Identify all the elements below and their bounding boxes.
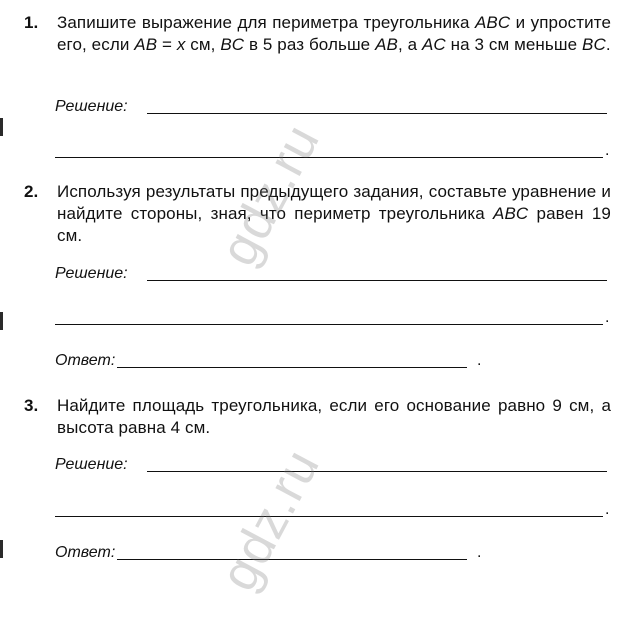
line-end-dot: . — [477, 544, 482, 561]
answer-label: Ответ: — [55, 352, 116, 369]
task-statement: Используя результаты предыдущего задания, составьте уравнение и найдите стороны, зная, что периметр треугольника ABC равен 19 см. — [57, 182, 611, 245]
solution-label: Решение: — [55, 265, 128, 282]
solution-label: Решение: — [55, 98, 128, 115]
task-statement: Найдите площадь треугольника, если его основание равно 9 см, а высота равна 4 см. — [57, 396, 611, 437]
binding-mark — [0, 118, 3, 136]
answer-row — [55, 350, 495, 372]
solution-row-2 — [55, 307, 610, 329]
solution-line[interactable] — [147, 263, 607, 281]
answer-label: Ответ: — [55, 544, 116, 561]
task-number: 3. — [24, 396, 39, 415]
solution-line[interactable] — [147, 96, 607, 114]
solution-line[interactable] — [55, 307, 603, 325]
answer-line[interactable] — [117, 542, 467, 560]
solution-row-2 — [55, 140, 610, 162]
watermark: gdz.ru — [209, 114, 332, 276]
line-end-dot: . — [605, 309, 610, 326]
line-end-dot: . — [605, 142, 610, 159]
line-end-dot: . — [605, 501, 610, 518]
task-number: 2. — [24, 182, 39, 201]
solution-row — [55, 96, 610, 118]
solution-row-2 — [55, 499, 610, 521]
watermark: gdz.ru — [209, 439, 332, 601]
solution-line[interactable] — [147, 454, 607, 472]
answer-line[interactable] — [117, 350, 467, 368]
solution-label: Решение: — [55, 456, 128, 473]
task-statement: Запишите выражение для периметра треугольника ABC и упростите его, если AB = x см, BC в 5 раз больше AB, а AC на 3 см меньше BC. — [57, 13, 611, 54]
solution-row — [55, 263, 610, 285]
binding-mark — [0, 540, 3, 558]
task-number: 1. — [24, 13, 39, 32]
solution-row — [55, 454, 610, 476]
solution-line[interactable] — [55, 499, 603, 517]
binding-mark — [0, 312, 3, 330]
line-end-dot: . — [477, 352, 482, 369]
